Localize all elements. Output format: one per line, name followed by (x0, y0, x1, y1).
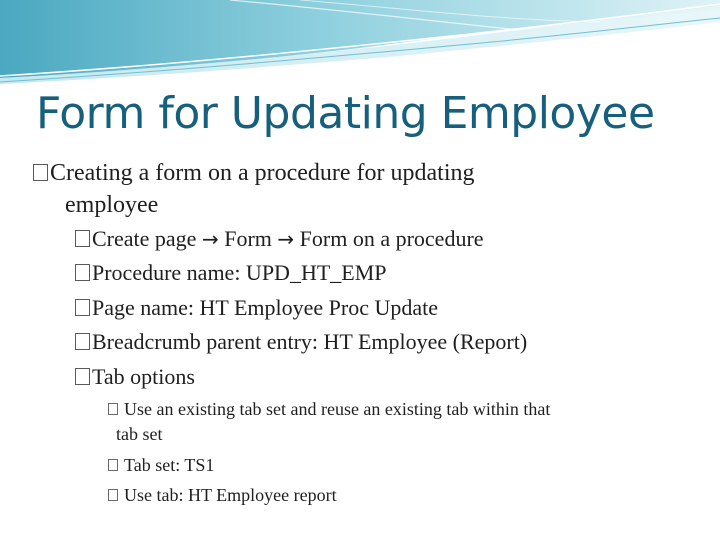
bullet-box-icon (108, 403, 118, 415)
bullet-level2-procedure-name: Procedure name: UPD_HT_EMP (75, 260, 387, 286)
bullet-level3-tab-set: Tab set: TS1 (108, 453, 214, 478)
slide-title: Form for Updating Employee (36, 88, 655, 139)
bullet-level2-create-page: Create page → Form → Form on a procedure (75, 226, 484, 252)
bullet-box-icon (108, 459, 118, 471)
bullet-text-line1: Creating a form on a procedure for updating (50, 160, 475, 186)
bullet-box-icon (75, 299, 90, 316)
arrow-right-icon: → (201, 227, 219, 251)
arrow-right-icon: → (277, 227, 295, 251)
bullet-level2-tab-options: Tab options (75, 364, 195, 390)
bullet-level2-page-name: Page name: HT Employee Proc Update (75, 295, 438, 321)
bullet-box-icon (75, 230, 90, 247)
bullet-level2-breadcrumb: Breadcrumb parent entry: HT Employee (Report) (75, 329, 527, 355)
bullet-box-icon (33, 164, 48, 181)
bullet-box-icon (108, 489, 118, 501)
bullet-level1 (33, 157, 593, 221)
bullet-box-icon (75, 264, 90, 281)
bullet-text-line2: employee (65, 192, 159, 218)
header-wave-banner (0, 0, 720, 90)
bullet-box-icon (75, 333, 90, 350)
bullet-level3-use-tab: Use tab: HT Employee report (108, 483, 337, 508)
bullet-level3-existing-tab: Use an existing tab set and reuse an existing tab within that tab set (108, 397, 550, 447)
bullet-box-icon (75, 368, 90, 385)
